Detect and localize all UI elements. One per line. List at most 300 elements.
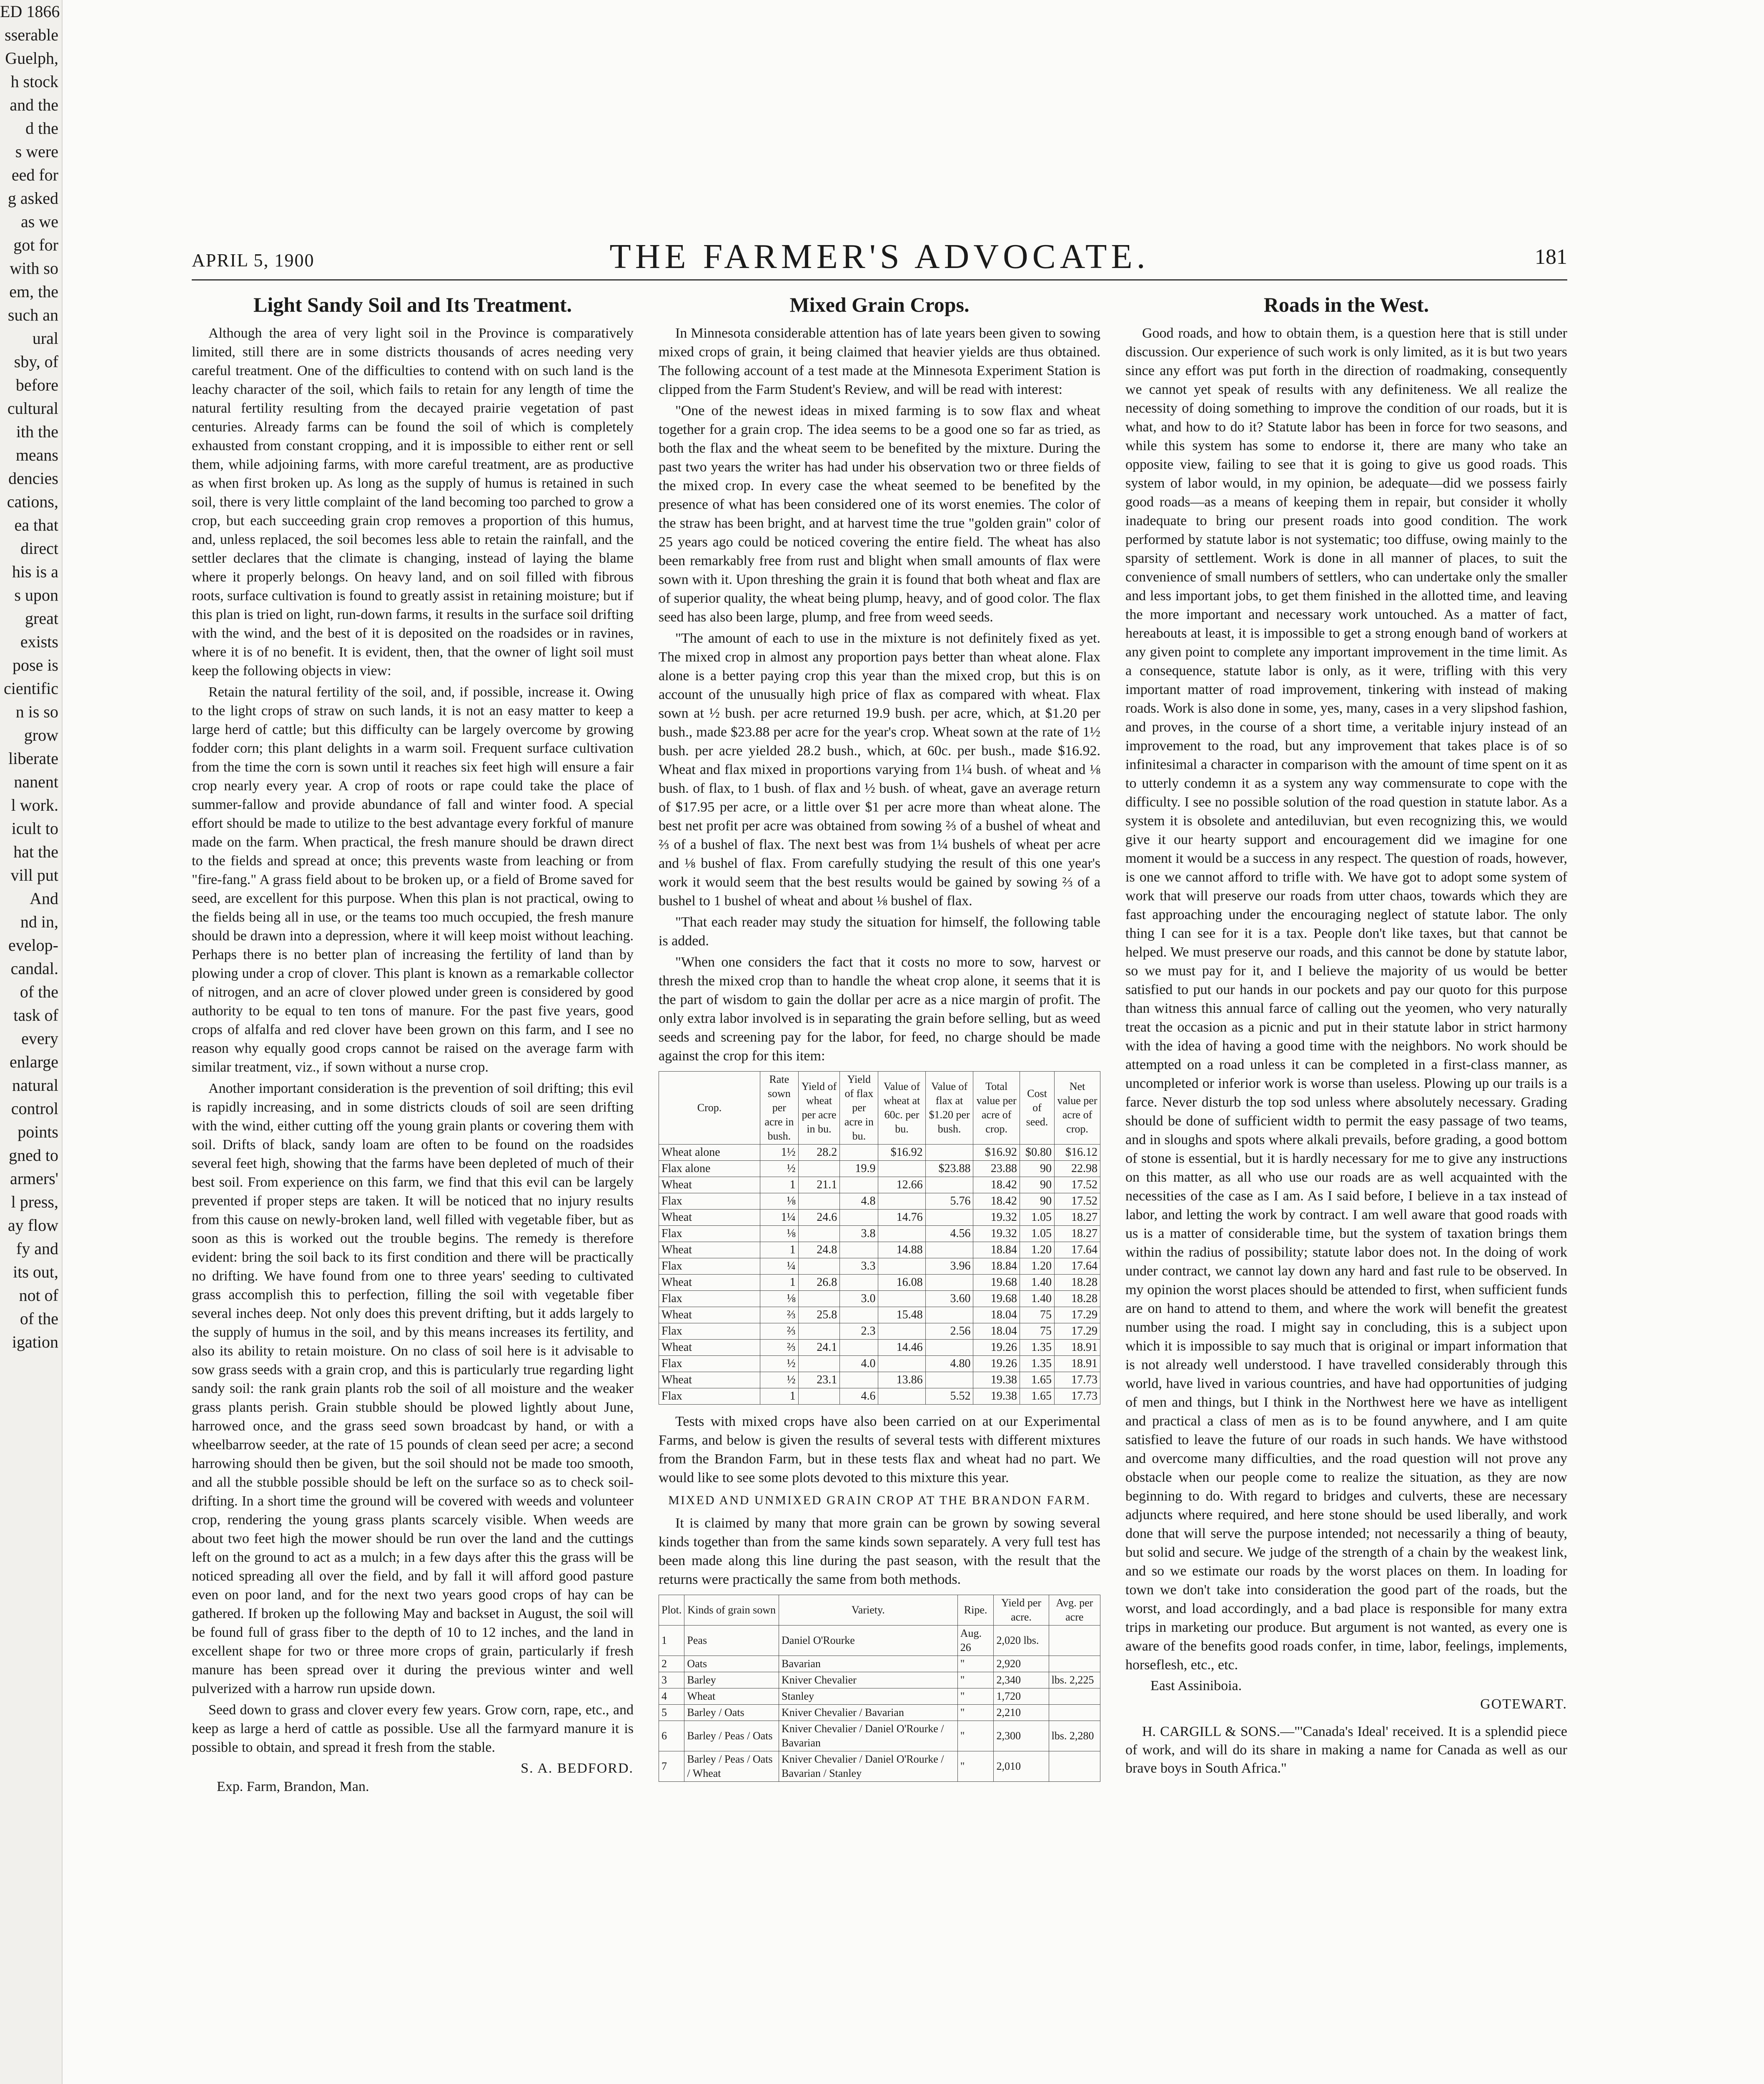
- table-cell: 26.8: [798, 1275, 840, 1291]
- table-cell: 90: [1020, 1161, 1054, 1177]
- table-cell: [840, 1307, 878, 1323]
- previous-page-text-line: em, the: [9, 282, 58, 301]
- table-cell: Bavarian: [779, 1656, 958, 1672]
- previous-page-text-line: direct: [20, 539, 58, 558]
- table-cell: [878, 1323, 925, 1340]
- author-place: East Assiniboia.: [1150, 1678, 1242, 1693]
- table-cell: 14.88: [878, 1242, 925, 1258]
- table-cell: 24.6: [798, 1210, 840, 1226]
- table-cell: 3.60: [925, 1291, 973, 1307]
- previous-page-text-line: Guelph,: [5, 49, 58, 68]
- table-cell: 17.29: [1055, 1307, 1100, 1323]
- previous-page-text-line: grow: [24, 726, 58, 744]
- table-cell: 1.05: [1020, 1210, 1054, 1226]
- table-cell: Barley: [684, 1672, 779, 1688]
- previous-page-text-line: s upon: [14, 586, 58, 604]
- table-cell: [840, 1372, 878, 1388]
- previous-page-text-line: n is so: [15, 702, 58, 721]
- table-cell: ½: [760, 1372, 799, 1388]
- table-header-cell: Rate sown per acre in bush.: [760, 1072, 799, 1145]
- table-cell: 7: [659, 1751, 684, 1782]
- table-cell: 2: [659, 1656, 684, 1672]
- table-cell: 22.98: [1055, 1161, 1100, 1177]
- previous-page-text-line: nd in,: [20, 912, 58, 931]
- table-cell: 12.66: [878, 1177, 925, 1193]
- previous-page-text-line: with so: [10, 259, 58, 278]
- table-row: [659, 1291, 1100, 1307]
- previous-page-text-line: l press,: [11, 1192, 58, 1211]
- table-cell: [925, 1307, 973, 1323]
- previous-page-text-line: icult to: [11, 819, 58, 838]
- table-cell: 1: [659, 1626, 684, 1656]
- table-cell: $16.12: [1055, 1145, 1100, 1161]
- table-header-cell: Ripe.: [957, 1595, 994, 1626]
- previous-page-text-line: h stock: [10, 72, 58, 91]
- table-cell: [878, 1388, 925, 1405]
- previous-page-text-line: ural: [32, 329, 58, 348]
- table-row: [659, 1751, 1100, 1782]
- table-cell: 4.0: [840, 1356, 878, 1372]
- table-cell: Daniel O'Rourke: [779, 1626, 958, 1656]
- table-cell: ¼: [760, 1258, 799, 1275]
- table-cell: ⅛: [760, 1193, 799, 1210]
- table-cell: 13.86: [878, 1372, 925, 1388]
- previous-page-edge: [0, 0, 63, 2084]
- table-cell: [840, 1275, 878, 1291]
- table-cell: 2.3: [840, 1323, 878, 1340]
- table-cell: 19.38: [973, 1372, 1020, 1388]
- table-cell: ": [957, 1721, 994, 1751]
- previous-page-text-line: And: [30, 889, 58, 908]
- author-place: Exp. Farm, Brandon, Man.: [217, 1779, 369, 1794]
- table-cell: 17.29: [1055, 1323, 1100, 1340]
- previous-page-text-line: pose is: [13, 656, 58, 674]
- table-cell: [1049, 1688, 1100, 1705]
- previous-page-text-line: and the: [10, 95, 58, 114]
- previous-page-text-line: sserable: [5, 25, 58, 44]
- table-cell: ": [957, 1672, 994, 1688]
- table-cell: 1,720: [994, 1688, 1049, 1705]
- table-row: [659, 1672, 1100, 1688]
- table-cell: 19.26: [973, 1356, 1020, 1372]
- table-row: [659, 1177, 1100, 1193]
- table-cell: Kniver Chevalier: [779, 1672, 958, 1688]
- table-header-cell: Avg. per acre: [1049, 1595, 1100, 1626]
- previous-page-text-line: control: [11, 1099, 58, 1118]
- table-cell: ": [957, 1751, 994, 1782]
- table-cell: [798, 1226, 840, 1242]
- table-cell: [798, 1356, 840, 1372]
- table-row: [659, 1356, 1100, 1372]
- table-cell: 19.9: [840, 1161, 878, 1177]
- table-cell: [1049, 1705, 1100, 1721]
- table-cell: lbs. 2,225: [1049, 1672, 1100, 1688]
- table-cell: 19.38: [973, 1388, 1020, 1405]
- table-row: [659, 1242, 1100, 1258]
- table-cell: [798, 1193, 840, 1210]
- paragraph: Retain the natural fertility of the soil, and, if possible, increase it. Owing to the light crops of straw on such lands, it is not an easy matter to keep a large herd of cattle; but this difficulty can be largely overcome by growing fodder corn; this plant delights in a warm soil. Frequent surface cultivation from the time the corn is sown until it reaches six feet high will ensure a fair crop nearly every year. A crop of roots or rape could take the place of summer-fallow and provide abundance of fall and winter food. A special effort should be made to utilize to the best advantage every forkful of manure made on the farm. When practical, the fresh manure should be drawn direct to the fields and spread at once; this prevents waste from leaching or from "fire-fang." A grass field about to be broken up, or a field of Brome saved for seed, are excellent for this purpose. When this plan is not practical, owing to the fields being all in use, or the teams too much occupied, the fresh manure should be drawn into a depression, where it will keep moist without leaching. Perhaps there is no better plan of increasing the fertility of land than by plowing under a crop of clover. This plant is known as a remarkable collector of nitrogen, and an acre of clover plowed under green is considered by good authority to be equal to ten tons of manure. For the past five years, good crops of alfalfa and red clover have been grown on this farm, and I see no reason why equally good crops cannot be raised on the average farm with similar treatment, viz., if sown without a nurse crop.: [192, 684, 634, 1075]
- table-cell: 2.56: [925, 1323, 973, 1340]
- paragraph: Another important consideration is the prevention of soil drifting; this evil is rapidly increasing, and in some districts clouds of soil are seen drifting with the wind, either cutting off the young grain plants or covering them with soil. Drifts of black, sandy loam are often to be found on the roadsides several feet high, showing that the farms have been depleted of much of their best soil. From experience on this farm, we find that this evil can be largely prevented if proper steps are taken. It will be noticed that no injury results from this cause on newly-broken land, well filled with vegetable fiber, but as soon as this is worked out the trouble begins. The remedy is therefore evident: bring the soil back to its first condition and there will be practically no drifting. We have found from one to three years' seeding to cultivated grass accomplish this to perfection, filling the soil with vegetable fiber several inches deep. Not only does this prevent drifting, but it adds largely to the supply of humus in the soil, and by this means increases its fertility, and also its ability to retain moisture. On no class of soil here is it advisable to sow grass seeds with a grain crop, and this is particularly true regarding light sandy soil: the rank grain plants rob the soil of all moisture and the weaker grass plants perish. Grain stubble should be plowed lightly about June, harrowed once, and the grass seed sown broadcast by hand, or with a wheelbarrow seeder, at the rate of 15 pounds of clean seed per acre; a second harrowing should then be given, but the soil should not be made too smooth, and all the stubble possible should be left on the surface so as to check soil-drifting. In a short time the ground will be covered with weeds and volunteer crop, rendering the young grass plants scarcely visible. When weeds are about two feet high the mower should be run over the land and the cuttings left on the ground to act as a mulch; in a few days after this the grass will be noticed spreading all over the field, and by fall it will afford good pasture even on poor land, and for the next two years good crops of hay can be gathered. If broken up the following May and backset in August, the soil will be found full of grass fiber to the depth of 10 to 12 inches, and the land in excellent shape for two or three more crops of grain, particularly if fresh manure has been spread over it during the previous winter and well pulverized with a harrow run upside down.: [192, 1081, 634, 1696]
- table-row: [659, 1688, 1100, 1705]
- table-cell: 19.32: [973, 1210, 1020, 1226]
- article-title: Roads in the West.: [1263, 293, 1429, 316]
- table-cell: [878, 1193, 925, 1210]
- table-cell: 28.2: [798, 1145, 840, 1161]
- table-row: [659, 1388, 1100, 1405]
- table-cell: 2,020 lbs.: [994, 1626, 1049, 1656]
- table-row: [659, 1275, 1100, 1291]
- previous-page-text-line: g asked: [8, 189, 58, 208]
- table-cell: ⅛: [760, 1291, 799, 1307]
- previous-page-text-line: means: [15, 446, 58, 464]
- table-cell: [798, 1388, 840, 1405]
- table-row: [659, 1323, 1100, 1340]
- table-cell: 17.73: [1055, 1388, 1100, 1405]
- table-cell: 5: [659, 1705, 684, 1721]
- previous-page-text-line: task of: [13, 1006, 58, 1024]
- table-cell: [878, 1291, 925, 1307]
- table-cell: 1: [760, 1177, 799, 1193]
- table-cell: [878, 1258, 925, 1275]
- paragraph: "That each reader may study the situation for himself, the following table is added.: [659, 914, 1100, 949]
- table-cell: 18.84: [973, 1258, 1020, 1275]
- table-cell: [925, 1340, 973, 1356]
- table-cell: 18.04: [973, 1307, 1020, 1323]
- previous-page-text-line: as we: [21, 212, 58, 231]
- page-header: [192, 225, 1567, 281]
- paragraph: "When one considers the fact that it costs no more to sow, harvest or thresh the mixed crop than to handle the wheat crop alone, it seems that it is the part of wisdom to gain the dollar per acre as a nice margin of profit. The only extra labor involved is in separating the grain before selling, but as weed seeds and screening pay for the labor, for feed, no charge should be made against the crop for this item:: [659, 954, 1100, 1064]
- table-cell: ⅛: [760, 1226, 799, 1242]
- table-header-cell: Cost of seed.: [1020, 1072, 1054, 1145]
- table-cell: 19.26: [973, 1340, 1020, 1356]
- table-cell: Wheat: [684, 1688, 779, 1705]
- table-cell: $16.92: [973, 1145, 1020, 1161]
- table-cell: Barley / Peas / Oats / Wheat: [684, 1751, 779, 1782]
- previous-page-text-line: cations,: [7, 492, 58, 511]
- table-row: [659, 1307, 1100, 1323]
- table-row: [659, 1340, 1100, 1356]
- table-row: [659, 1656, 1100, 1672]
- table-cell: Stanley: [779, 1688, 958, 1705]
- table-cell: Wheat: [659, 1242, 760, 1258]
- table-cell: 3.96: [925, 1258, 973, 1275]
- table-cell: 18.28: [1055, 1291, 1100, 1307]
- table-cell: Barley / Oats: [684, 1705, 779, 1721]
- table-cell: Barley / Peas / Oats: [684, 1721, 779, 1751]
- table-cell: 16.08: [878, 1275, 925, 1291]
- previous-page-text-line: fy and: [16, 1239, 58, 1258]
- table-cell: [925, 1145, 973, 1161]
- paragraph: Seed down to grass and clover every few years. Grow corn, rape, etc., and keep as large a herd of cattle as possible. Use all the farmyard manure it is possible to obtain, and spread it fresh from the stable.: [192, 1702, 634, 1755]
- table-cell: Flax alone: [659, 1161, 760, 1177]
- table-cell: Oats: [684, 1656, 779, 1672]
- article-columns: [192, 291, 1567, 1796]
- table-cell: [878, 1356, 925, 1372]
- table-cell: [798, 1291, 840, 1307]
- table-cell: 2,340: [994, 1672, 1049, 1688]
- previous-page-text-line: evelop-: [8, 936, 58, 954]
- previous-page-text-line: cultural: [7, 399, 58, 418]
- table-cell: 14.76: [878, 1210, 925, 1226]
- table-cell: 24.8: [798, 1242, 840, 1258]
- previous-page-text-line: cientific: [3, 679, 58, 698]
- masthead: THE FARMER'S ADVOCATE.: [609, 237, 1150, 276]
- table-cell: 3: [659, 1672, 684, 1688]
- table-cell: Peas: [684, 1626, 779, 1656]
- table-cell: Flax: [659, 1356, 760, 1372]
- table-cell: 19.32: [973, 1226, 1020, 1242]
- table-cell: 1.05: [1020, 1226, 1054, 1242]
- table-cell: 18.27: [1055, 1226, 1100, 1242]
- table-cell: 24.1: [798, 1340, 840, 1356]
- table-cell: Flax: [659, 1323, 760, 1340]
- table-cell: Wheat: [659, 1307, 760, 1323]
- table-cell: 25.8: [798, 1307, 840, 1323]
- paragraph: Although the area of very light soil in the Province is comparatively limited, still there are in some districts thousands of acres needing very careful treatment. One of the difficulties to contend with on such land is the leachy character of the soil, which fails to retain for any length of time the natural fertility resulting from the decayed prairie vegetation of past centuries. Already farms can be found the soil of which is completely exhausted from constant cropping, and it is impossible to either rent or sell them, while adjoining farms, with more careful treatment, are as productive as when first broken up. As long as the supply of humus is retained in such soil, there is very little complaint of the land becoming too parched to grow a crop, but each succeeding grain crop removes a proportion of this humus, and, unless replaced, the soil becomes less able to retain the rainfall, and the settler declares that the climate is changing, instead of laying the blame where it properly belongs. On heavy land, and on soil filled with fibrous roots, surface cultivation is found to greatly assist in retaining moisture; but if this plan is tried on light, run-down farms, it results in the surface soil drifting with the wind, and the best of it is deposited on the roadsides or in ravines, where it is of no benefit. It is evident, then, that the owner of light soil must keep the following objects in view:: [192, 326, 634, 679]
- table-cell: Wheat: [659, 1372, 760, 1388]
- table-cell: [878, 1161, 925, 1177]
- previous-page-text-line: ED 1866: [0, 2, 60, 21]
- table-cell: [840, 1242, 878, 1258]
- table-row: [659, 1372, 1100, 1388]
- table-cell: 3.3: [840, 1258, 878, 1275]
- table-header-cell: Yield of flax per acre in bu.: [840, 1072, 878, 1145]
- paragraph: Tests with mixed crops have also been carried on at our Experimental Farms, and below is given the results of several tests with different mixtures from the Brandon Farm, but in these tests flax and wheat had no part. We would like to see some plots devoted to this mixture this year.: [659, 1414, 1100, 1485]
- author-signature: S. A. BEDFORD.: [521, 1761, 634, 1776]
- table-cell: [798, 1258, 840, 1275]
- previous-page-text-line: its out,: [13, 1262, 58, 1281]
- previous-page-text-line: exists: [20, 632, 58, 651]
- table-cell: Kniver Chevalier / Bavarian: [779, 1705, 958, 1721]
- previous-page-text-line: of the: [20, 1309, 58, 1328]
- table-cell: 90: [1020, 1193, 1054, 1210]
- table-cell: Flax: [659, 1193, 760, 1210]
- table-cell: 17.52: [1055, 1177, 1100, 1193]
- table-row: [659, 1226, 1100, 1242]
- author-signature: GOTEWART.: [1480, 1696, 1567, 1712]
- table-cell: 1: [760, 1275, 799, 1291]
- table-cell: 19.68: [973, 1275, 1020, 1291]
- previous-page-text-line: his is a: [12, 562, 58, 581]
- table-cell: 2,300: [994, 1721, 1049, 1751]
- table-cell: 90: [1020, 1177, 1054, 1193]
- table-cell: 1¼: [760, 1210, 799, 1226]
- table-cell: 4: [659, 1688, 684, 1705]
- table-cell: 17.64: [1055, 1242, 1100, 1258]
- table-header-cell: Crop.: [659, 1072, 760, 1145]
- previous-page-text-line: great: [25, 609, 58, 628]
- table-cell: 18.04: [973, 1323, 1020, 1340]
- table-cell: 1.20: [1020, 1242, 1054, 1258]
- table-cell: 19.68: [973, 1291, 1020, 1307]
- table-cell: ": [957, 1705, 994, 1721]
- table-cell: 1.35: [1020, 1356, 1054, 1372]
- acknowledgement-note: H. CARGILL & SONS.—"'Canada's Ideal' received. It is a splendid piece of work, and will do its share in making a name for Canada as well as our brave boys in South Africa.": [1125, 1724, 1567, 1776]
- table-cell: 21.1: [798, 1177, 840, 1193]
- table-cell: ": [957, 1656, 994, 1672]
- previous-page-text-line: before: [15, 376, 58, 394]
- table-cell: 1½: [760, 1145, 799, 1161]
- previous-page-text-line: points: [18, 1122, 58, 1141]
- table-cell: [840, 1177, 878, 1193]
- table-cell: $23.88: [925, 1161, 973, 1177]
- table-cell: Kniver Chevalier / Daniel O'Rourke / Bavarian: [779, 1721, 958, 1751]
- table-cell: Wheat: [659, 1275, 760, 1291]
- previous-page-text-line: ith the: [16, 422, 58, 441]
- table-cell: 4.80: [925, 1356, 973, 1372]
- previous-page-text-line: not of: [19, 1286, 58, 1305]
- table-cell: Flax: [659, 1258, 760, 1275]
- table-cell: [1049, 1626, 1100, 1656]
- previous-page-text-line: such an: [8, 306, 58, 324]
- table-cell: [798, 1323, 840, 1340]
- previous-page-text-line: d the: [25, 119, 58, 138]
- table-cell: 17.52: [1055, 1193, 1100, 1210]
- table-header-cell: Total value per acre of crop.: [973, 1072, 1020, 1145]
- table-cell: 18.84: [973, 1242, 1020, 1258]
- table-cell: 18.27: [1055, 1210, 1100, 1226]
- table-cell: 1.65: [1020, 1388, 1054, 1405]
- table-cell: Wheat: [659, 1177, 760, 1193]
- table-header-cell: Value of flax at $1.20 per bush.: [925, 1072, 973, 1145]
- paragraph: "The amount of each to use in the mixture is not definitely fixed as yet. The mixed crop in almost any proportion pays better than wheat alone. Flax alone is a better paying crop this year than the mixed crop, but this is on account of the unusually high price of flax as compared with wheat. Flax sown at ½ bush. per acre returned 19.9 bush. per acre, which, at $1.20 per bush., made $23.88 per acre for the year's crop. Wheat sown at the rate of 1½ bush. per acre yielded 28.2 bush., which, at 60c. per bush., made $16.92. Wheat and flax mixed in proportions varying from 1¼ bush. of wheat and ⅛ bush. of flax, to 1 bush. of flax and ½ bush. of wheat, gave an average return of $17.95 per acre, or a little over $1 per acre more than wheat alone. The best net profit per acre was obtained from sowing ⅔ of a bushel of wheat and ⅔ of a bushel of flax. The next best was from 1¼ bushels of wheat per acre and ⅛ bushel of flax. From carefully studying the result of this one year's work it would seem that the best results would be gained by sowing ⅔ of a bushel to 1 bushel of wheat and about ⅛ bushel of flax.: [659, 631, 1100, 909]
- table-header-cell: Variety.: [779, 1595, 958, 1626]
- brandon-farm-table: [659, 1595, 1100, 1782]
- column-2: [659, 291, 1100, 1796]
- table-row: [659, 1721, 1100, 1751]
- table-cell: 18.91: [1055, 1340, 1100, 1356]
- newspaper-page: [192, 225, 1567, 1796]
- previous-page-text-line: l work.: [11, 796, 58, 814]
- table-cell: 2,010: [994, 1751, 1049, 1782]
- column-3: [1125, 291, 1567, 1796]
- table-header-cell: Yield of wheat per acre in bu.: [798, 1072, 840, 1145]
- table-cell: ½: [760, 1161, 799, 1177]
- table-cell: 18.42: [973, 1193, 1020, 1210]
- table-cell: Flax: [659, 1291, 760, 1307]
- table-cell: 5.76: [925, 1193, 973, 1210]
- table-cell: 1: [760, 1242, 799, 1258]
- table-cell: 75: [1020, 1323, 1054, 1340]
- table-cell: lbs. 2,280: [1049, 1721, 1100, 1751]
- table-cell: [840, 1145, 878, 1161]
- table-cell: [798, 1161, 840, 1177]
- table-header-cell: Kinds of grain sown: [684, 1595, 779, 1626]
- table-cell: $0.80: [1020, 1145, 1054, 1161]
- table-cell: ⅔: [760, 1323, 799, 1340]
- table-cell: 18.42: [973, 1177, 1020, 1193]
- table-cell: [878, 1226, 925, 1242]
- table-cell: Flax: [659, 1226, 760, 1242]
- table-cell: 3.8: [840, 1226, 878, 1242]
- table-cell: [925, 1242, 973, 1258]
- table-cell: ": [957, 1688, 994, 1705]
- table-cell: ⅔: [760, 1307, 799, 1323]
- previous-page-text-line: armers': [10, 1169, 58, 1188]
- table-header-cell: Plot.: [659, 1595, 684, 1626]
- table-cell: 6: [659, 1721, 684, 1751]
- table-cell: 1.65: [1020, 1372, 1054, 1388]
- table-cell: 1.20: [1020, 1258, 1054, 1275]
- table-cell: Kniver Chevalier / Daniel O'Rourke / Bavarian / Stanley: [779, 1751, 958, 1782]
- previous-page-text-line: igation: [12, 1333, 58, 1351]
- previous-page-text-line: sby, of: [14, 352, 58, 371]
- paragraph: In Minnesota considerable attention has of late years been given to sowing mixed crops of grain, it being claimed that heavier yields are thus obtained. The following account of a test made at the Minnesota Experiment Station is clipped from the Farm Student's Review, and will be read with interest:: [659, 326, 1100, 397]
- table-cell: 4.6: [840, 1388, 878, 1405]
- table-cell: 2,920: [994, 1656, 1049, 1672]
- table-cell: 1.40: [1020, 1291, 1054, 1307]
- table-cell: [840, 1340, 878, 1356]
- previous-page-text-line: dencies: [8, 469, 58, 488]
- table-cell: 18.28: [1055, 1275, 1100, 1291]
- table-cell: 3.0: [840, 1291, 878, 1307]
- table-cell: Wheat alone: [659, 1145, 760, 1161]
- table-cell: 23.88: [973, 1161, 1020, 1177]
- table-cell: 14.46: [878, 1340, 925, 1356]
- table-row: [659, 1705, 1100, 1721]
- article-title: Light Sandy Soil and Its Treatment.: [253, 293, 572, 316]
- table-cell: [1049, 1656, 1100, 1672]
- previous-page-text-line: hat the: [13, 842, 58, 861]
- previous-page-text-line: eed for: [11, 165, 58, 184]
- table-row: [659, 1161, 1100, 1177]
- table-cell: [925, 1275, 973, 1291]
- table-subheading: MIXED AND UNMIXED GRAIN CROP AT THE BRANDON FARM.: [668, 1493, 1091, 1507]
- table-cell: [840, 1210, 878, 1226]
- table-cell: [925, 1210, 973, 1226]
- previous-page-text-line: got for: [13, 235, 58, 254]
- paragraph: Good roads, and how to obtain them, is a question here that is still under discussion. Our experience of such work is only limited, as it is but two years since any effort was put forth in the direction of roadmaking, consequently we cannot yet speak of results with any definiteness. We all realize the necessity of doing something to improve the condition of our roads, but it is what, and how to do it? Statute labor has been in force for two seasons, and while this system has some to endorse it, there are many who take an opposite view, failing to see that it is going to give us good roads. This system of labor would, in my opinion, be adequate—did we possess fairly good roads—as a means of keeping them in repair, but consider it wholly inadequate to bring our present roads into good condition. The work performed by statute labor is not systematic; too diffuse, owing mainly to the sparsity of settlement. Work is done in all manner of places, to suit the convenience of small numbers of settlers, who can undertake only the smaller and less important jobs, to get them finished in the allotted time, and leaving the more important and necessary work untouched. As a matter of fact, hereabouts at least, it is impossible to get a strong enough band of workers at any given point to complete any important improvement in the time limit. As a consequence, statute labor is only, as it were, trifling with this very important matter of road improvement, tinkering with instead of making roads. Work is also done in some, yes, many, cases in a very slipshod fashion, and proves, in the course of a short time, a veritable injury instead of an improvement to the road, but any improvement that takes place is of so infinitesimal a character in comparison with the amount of time spent on it as to utterly condemn it as a system any way commensurate to cope with the difficulty. I see no possible solution of the road question in statute labor. As a system it is obsolete and antediluvian, but even recognizing this, we would give it our hearty support and encouragement did we imagine for one moment it would be a success in any respect. The question of roads, however, is one we cannot afford to trifle with. We have got to adopt some system of work that will preserve our roads from utter chaos, towards which they are fast approaching under the encouraging neglect of statute labor. The only thing I can see for it is a tax. People don't like taxes, but that cannot be helped. We must preserve our roads, and this cannot be done by statute labor, so we must pay for it, and I believe the majority of us would be better satisfied to put our hands in our pockets and pay our quoto for this purpose than witness this annual farce of calling out the yeomen, who very naturally treat the occasion as a picnic and put in their statute labor in strict harmony with the idea of having a good time with the neighbors. No work should be attempted on a road unless it can be completed in a first-class manner, as uncompleted or inferior work is worse than useless. Plowing up our trails is a farce. Never disturb the top sod unless where absolutely necessary. Grading should be done of sufficient width to permit the easy passage of two teams, and in sloughs and spots where alkali prevails, before grading, a good bottom of stone is essential, but it is hardly necessary for me to give any instructions on this matter, as all who use our roads are as well acquainted with the necessities of the case as I am. As I said before, I believe in a tax instead of labor, and letting the work by contract. I am well aware that good roads with us is a matter of considerable time, but the system of taxation brings them within the radius of possibility; statute labor does not. In the doing of work under contract, we cannot lay down any hard and fast rule to be observed. In my opinion the worst places should be attended to first, when sufficient funds are on hand to attend to them, and where the work will benefit the greatest number using the road. I might say in concluding, this is a subject upon which it is impossible to say much that is original or impart information that is not already well understood. I have travelled considerably through this world, have lived in various countries, and have had opportunities of judging of men and things, but I think in the Northwest here we have as intelligent and practical a class of men as is to be found anywhere, and I am quite satisfied to leave the future of our roads in such hands. We have withstood and overcome many difficulties, and the road question will not prove any obstacle when our people come to realize the situation, as they are now beginning to do. With regard to bridges and culverts, these are necessary adjuncts where required, and here stone should be used liberally, and work done that will serve the purpose intended; not necessarily a thing of beauty, but solid and secure. We judge of the strength of a chain by the weakest link, and so we estimate our roads by the worst places on them. In loading for town we don't take into consideration the good part of the roads, but the worst, and load accordingly, and a bad place is responsible for many extra trips in marketing our produce. But argument is not wanted, as every one is aware of the benefits good roads confer, in time, labor, feelings, implements, horseflesh, etc., etc.: [1125, 326, 1567, 1673]
- previous-page-text-line: vill put: [10, 866, 58, 884]
- table-cell: 5.52: [925, 1388, 973, 1405]
- previous-page-text-line: natural: [12, 1076, 58, 1095]
- column-1: [192, 291, 634, 1796]
- table-cell: [925, 1372, 973, 1388]
- page-number: 181: [1535, 245, 1567, 269]
- article-title: Mixed Grain Crops.: [789, 293, 970, 316]
- table-cell: [1049, 1751, 1100, 1782]
- table-cell: 17.73: [1055, 1372, 1100, 1388]
- table-cell: Wheat: [659, 1340, 760, 1356]
- previous-page-text-line: liberate: [8, 749, 58, 768]
- previous-page-text-line: ay flow: [8, 1216, 58, 1235]
- previous-page-text-line: ea that: [14, 516, 58, 534]
- previous-page-text-line: candal.: [10, 959, 58, 978]
- table-cell: [925, 1177, 973, 1193]
- table-header-cell: Net value per acre of crop.: [1055, 1072, 1100, 1145]
- table-cell: 18.91: [1055, 1356, 1100, 1372]
- table-header-cell: Yield per acre.: [994, 1595, 1049, 1626]
- table-cell: 4.56: [925, 1226, 973, 1242]
- table-cell: $16.92: [878, 1145, 925, 1161]
- previous-page-text-line: gned to: [9, 1146, 58, 1165]
- table-cell: Wheat: [659, 1210, 760, 1226]
- table-row: [659, 1193, 1100, 1210]
- previous-page-text-line: of the: [20, 982, 58, 1001]
- previous-page-text-line: nanent: [14, 772, 58, 791]
- table-cell: 15.48: [878, 1307, 925, 1323]
- table-row: [659, 1626, 1100, 1656]
- table-header-cell: Value of wheat at 60c. per bu.: [878, 1072, 925, 1145]
- table-cell: 4.8: [840, 1193, 878, 1210]
- table-cell: 2,210: [994, 1705, 1049, 1721]
- table-cell: 1.35: [1020, 1340, 1054, 1356]
- table-cell: 1: [760, 1388, 799, 1405]
- previous-page-text-line: s were: [15, 142, 58, 161]
- previous-page-text-line: every: [21, 1029, 58, 1048]
- previous-page-text-line: enlarge: [10, 1052, 58, 1071]
